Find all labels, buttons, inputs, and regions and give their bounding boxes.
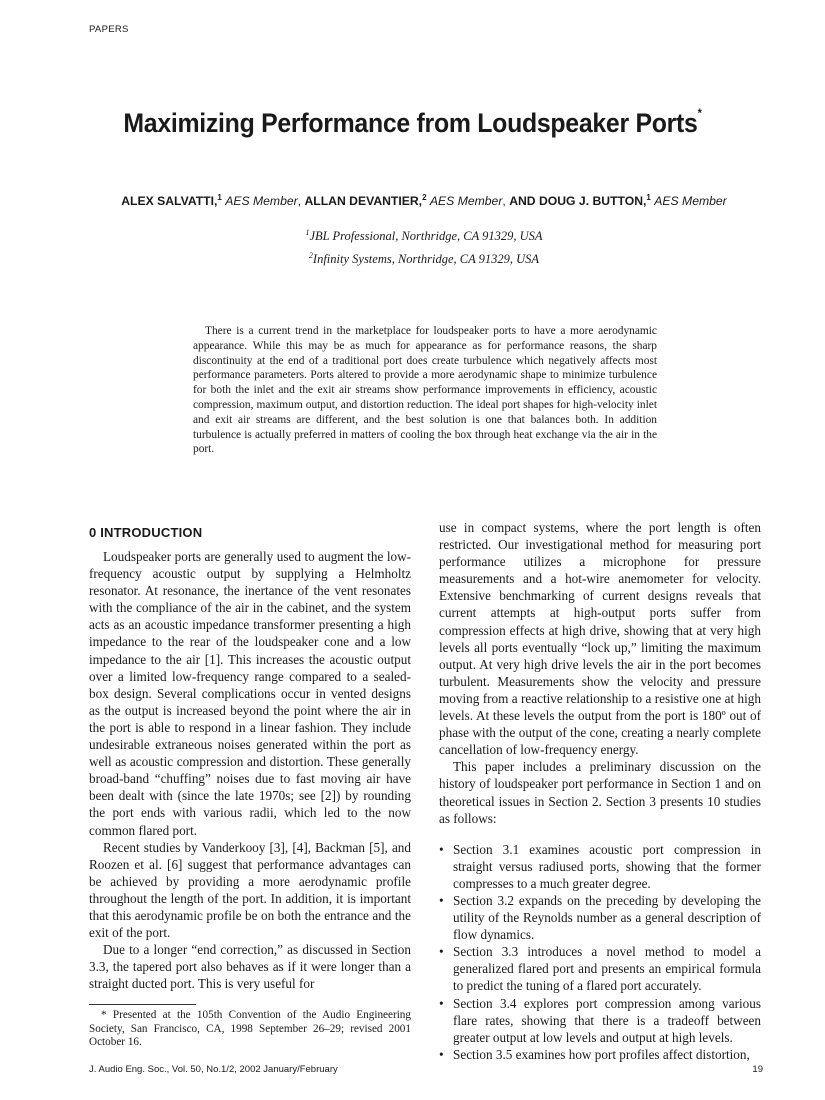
author-role: AES Member [654, 194, 727, 209]
list-item [439, 1046, 761, 1063]
author-name: ALEX SALVATTI, [121, 194, 218, 209]
body-paragraph: This paper includes a preliminary discussion on the history of loudspeaker port performance in Section 1 and on theoretical issues in Section 2. Section 3 presents 10 studies as follows: [439, 759, 761, 826]
body-paragraph: use in compact systems, where the port length is often restricted. Our investigational method for measuring port performance utilizes a microphone for pressure measurements and a hot-wire anemometer for velocity. Extensive benchmarking of current designs reveals that current attempts at high-output ports suffer from compression effects at high drive, showing that at very high levels all ports eventually “lock up,” limiting the maximum output. At very high drive levels the air in the port becomes turbulent. Measurements show the velocity and pressure moving from a reactive relationship to a resistive one at high levels. At these levels the output from the port is 180º out of phase with the output of the cone, creating a nearly complete cancellation of low-frequency energy. [439, 520, 761, 758]
list-item-text: Section 3.3 introduces a novel method to model a generalized flared port and presents an empirical formula to predict the tuning of a flared port accurately. [453, 944, 761, 994]
journal-citation: J. Audio Eng. Soc., Vol. 50, No.1/2, 2002 January/February [89, 1064, 338, 1075]
right-column [439, 519, 761, 1063]
author-separator: , [502, 194, 510, 209]
author-name: ALLAN DEVANTIER, [304, 194, 423, 209]
bullet-icon: • [439, 995, 444, 1011]
affiliation [0, 228, 825, 244]
body-paragraph: Recent studies by Vanderkooy [3], [4], Backman [5], and Roozen et al. [6] suggest that performance advantages can be achieved by providing a more aerodynamic profile throughout the length of the port. In addition, it is important that this aerodynamic profile be on both the entrance and the exit of the port. [89, 839, 411, 941]
bullet-icon: • [439, 892, 444, 908]
section-list [439, 841, 761, 1063]
abstract: There is a current trend in the marketplace for loudspeaker ports to have a more aerodynamic appearance. While this may be as much for appearance as for performance reasons, the sharp discontinuity at the end of a traditional port does create turbulence which negatively affects most performance parameters. Ports altered to provide a more aerodynamic shape to minimize turbulence for both the inlet and the exit air streams show performance improvements in efficiency, acoustic compression, maximum output, and distortion reduction. The ideal port shapes for high-velocity inlet and exit air streams are different, and the best solution is one that balances both. In addition turbulence is actually preferred in matters of cooling the box through heat exchange via the air in the port. [193, 325, 657, 456]
list-item-text: Section 3.2 expands on the preceding by developing the utility of the Reynolds number as a general description of flow dynamics. [453, 892, 761, 943]
author-role: AES Member [429, 194, 503, 209]
section-heading: 0 INTRODUCTION [89, 525, 203, 540]
body-paragraph: Loudspeaker ports are generally used to augment the low-frequency acoustic output by supplying a Helmholtz resonator. At resonance, the inertance of the vent resonates with the compliance of the air in the cabinet, and the system acts as an acoustic impedance transformer presenting a high impedance to the rear of the loudspeaker cone and a low impedance to the air [1]. This increases the acoustic output over a limited low-frequency range compared to a sealed-box design. Several complications occur in vented designs as the output is increased beyond the point where the air in the port is able to respond in a linear fashion. They include undesirable extraneous noises generated within the port as well as acoustic compression and distortion. These generally broad-band “chuffing” noises due to fast moving air have been dealt with (since the late 1970s; see [2]) by rounding the port ends with various radii, which led to the now common flared port. [89, 549, 411, 838]
author-separator: , [297, 194, 305, 209]
body-paragraph: Due to a longer “end correction,” as discussed in Section 3.3, the tapered port also behaves as if it were longer than a straight ducted port. This is very useful for [89, 942, 411, 992]
list-item [439, 943, 761, 994]
bullet-icon: • [439, 841, 444, 857]
running-head: PAPERS [89, 24, 129, 35]
author-name: AND DOUG J. BUTTON, [509, 194, 647, 209]
list-item-text: Section 3.1 examines acoustic port compression in straight versus radiused ports, showing that the former compresses to a much greater degree. [453, 841, 761, 891]
author-affil-sup: 1 [646, 193, 651, 202]
list-item-text: Section 3.5 examines how port profiles affect distortion, [453, 1046, 750, 1062]
bullet-icon: • [439, 1046, 444, 1062]
bullet-icon: • [439, 944, 444, 960]
list-item-text: Section 3.4 explores port compression among various flare rates, showing that there is a tradeoff between greater output at low levels and output at high levels. [453, 995, 761, 1045]
author-affil-sup: 1 [217, 193, 222, 202]
affiliation [0, 251, 825, 267]
footnote-rule [89, 1004, 196, 1005]
list-item [439, 841, 761, 892]
page-number: 19 [752, 1064, 763, 1075]
affiliation-sup: 1 [305, 228, 310, 237]
title-text: Maximizing Performance from Loudspeaker Ports [123, 108, 698, 138]
affiliation-text: Infinity Systems, Northridge, CA 91329, USA [312, 252, 540, 267]
author-affil-sup: 2 [422, 193, 427, 202]
author-line [0, 193, 825, 208]
affiliation-text: JBL Professional, Northridge, CA 91329, USA [309, 229, 543, 244]
left-column [89, 522, 411, 992]
author-role: AES Member [225, 194, 298, 209]
paper-title [33, 108, 792, 139]
list-item [439, 892, 761, 943]
title-footnote-marker: * [697, 106, 702, 120]
list-item [439, 995, 761, 1046]
affiliation-sup: 2 [308, 251, 313, 260]
footnote: * Presented at the 105th Convention of the Audio Engineering Society, San Francisco, CA, 1998 September 26–29; revised 2001 October 16. [89, 1009, 411, 1049]
